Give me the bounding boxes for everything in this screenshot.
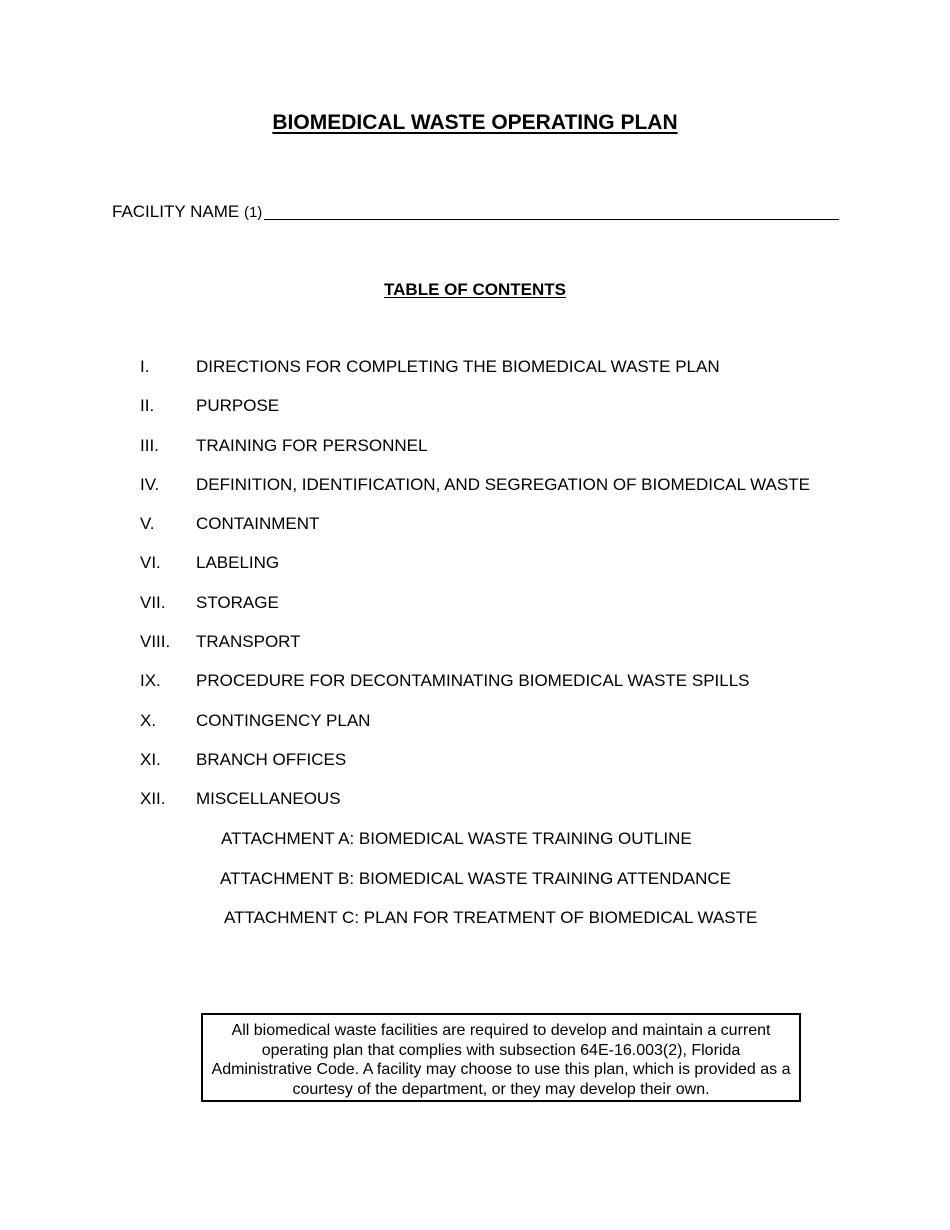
toc-item [140,436,810,475]
toc-list [140,357,810,829]
toc-item [140,396,810,435]
toc-item-number: VII. [140,592,166,612]
toc-item-number: XI. [140,749,161,769]
toc-item-label: MISCELLANEOUS [196,789,341,809]
toc-item-number: I. [140,357,150,376]
toc-item [140,711,810,750]
toc-item-number: XII. [140,789,166,809]
toc-item-number: VIII. [140,632,171,652]
toc-item-label: LABELING [196,553,280,573]
facility-name-ref: (1) [243,204,263,221]
toc-item-number: X. [140,710,157,730]
toc-item-label: CONTINGENCY PLAN [196,710,371,730]
toc-item-label: DIRECTIONS FOR COMPLETING THE BIOMEDICAL WASTE PLAN [196,357,720,376]
facility-name-text: FACILITY NAME [112,202,244,221]
document-title: BIOMEDICAL WASTE OPERATING PLAN [272,111,678,134]
facility-name-row [112,201,839,223]
toc-item [140,514,810,553]
toc-item [140,789,810,828]
notice-box [201,1013,801,1102]
facility-name-label [112,202,262,223]
toc-item [140,671,810,710]
toc-item [140,357,810,396]
toc-item-number: IV. [140,474,160,494]
toc-item-label: DEFINITION, IDENTIFICATION, AND SEGREGATION OF BIOMEDICAL WASTE [196,474,810,494]
attachment-a: ATTACHMENT A: BIOMEDICAL WASTE TRAINING OUTLINE [221,829,692,848]
toc-item [140,750,810,789]
toc-item-label: CONTAINMENT [196,514,320,534]
toc-item-label: BRANCH OFFICES [196,749,347,769]
attachment-c: ATTACHMENT C: PLAN FOR TREATMENT OF BIOMEDICAL WASTE [224,908,758,927]
toc-item-number: IX. [140,671,161,691]
toc-item [140,475,810,514]
notice-text: All biomedical waste facilities are required to develop and maintain a current operating plan that complies with subsection 64E-16.003(2), Florida Administrative Code. A facility may choose to use this plan, which is provided as a courtesy of the department, or they may develop their own. [211,1022,791,1098]
attachment-b: ATTACHMENT B: BIOMEDICAL WASTE TRAINING ATTENDANCE [220,869,731,888]
toc-item [140,593,810,632]
toc-item-number: VI. [140,553,161,573]
toc-item-label: TRANSPORT [196,632,301,652]
toc-item-label: PROCEDURE FOR DECONTAMINATING BIOMEDICAL WASTE SPILLS [196,671,750,691]
toc-item-number: V. [140,514,155,534]
toc-item-number: III. [140,435,159,455]
toc-item-label: TRAINING FOR PERSONNEL [196,435,428,455]
toc-heading: TABLE OF CONTENTS [384,280,566,299]
toc-item [140,632,810,671]
toc-item-label: PURPOSE [196,396,280,416]
toc-item-number: II. [140,396,155,416]
facility-name-blank-line[interactable] [264,219,839,220]
toc-item [140,553,810,592]
toc-item-label: STORAGE [196,592,279,612]
